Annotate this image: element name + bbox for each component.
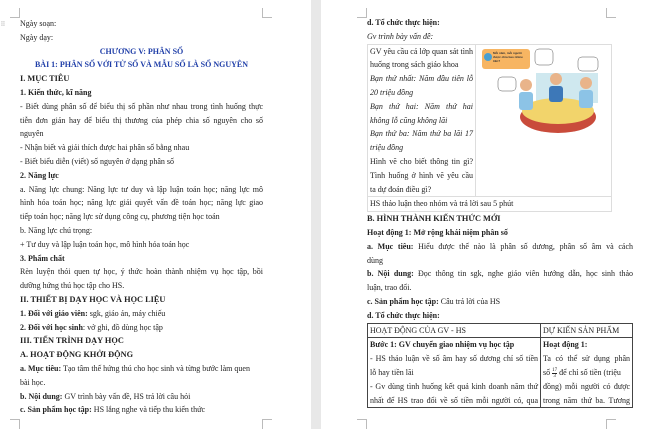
student-body: [579, 90, 593, 108]
text: : vở ghi, đồ dùng học tập: [82, 322, 163, 332]
activity-label: Hoạt động 1:: [543, 340, 588, 350]
section-heading: II. THIẾT BỊ DẠY HỌC VÀ HỌC LIỆU: [20, 294, 166, 304]
paragraph-line: [367, 295, 633, 309]
speech-bubble: [498, 77, 516, 91]
paragraph-line: luận, trao đổi.: [367, 283, 412, 293]
column-header: HOẠT ĐỘNG CỦA GV - HS: [368, 323, 541, 338]
page-2-text: [367, 16, 633, 408]
logo-icon: [484, 53, 492, 61]
paragraph-line: Rèn luyện thói quen tự học, ý thức hoàn thành nhiệm vụ học tập, bồi: [20, 267, 263, 277]
text: Câu trả lời của HS: [438, 296, 501, 306]
paragraph-line: [543, 366, 630, 380]
paragraph-line: [367, 267, 633, 281]
fraction: [552, 368, 557, 379]
paragraph-line: hình hóa toán học; năng lực giải quyết vấn đề toán học; năng lực giao: [20, 198, 263, 208]
classroom-illustration: [478, 45, 608, 140]
paragraph-line: - HS thảo luận về số âm hay số dương chỉ số tiền: [370, 354, 538, 364]
label: a. Mục tiêu:: [367, 241, 414, 251]
label: b. Nội dung:: [367, 269, 414, 279]
situation-table: [367, 44, 612, 213]
paragraph-line: Ta có thể sử dụng phân: [543, 354, 630, 364]
margin-corner: [262, 8, 272, 18]
label: b. Nội dung:: [20, 391, 63, 401]
paragraph-line: [20, 390, 263, 404]
student-body: [519, 92, 533, 110]
paragraph-line: - Biết dùng phân số để biểu thị số phần như nhau trong tình huống thực: [20, 101, 263, 111]
text: để chỉ số tiền (triệu: [559, 367, 621, 377]
date-prepared: Ngày soạn:: [20, 19, 57, 28]
expected-product-cell: [541, 338, 633, 408]
paragraph-line: triệu đồng: [370, 143, 404, 153]
table-footer: HS thảo luận theo nhóm và trả lời sau 5 phút: [368, 197, 612, 212]
chapter-title: CHƯƠNG V: PHÂN SỐ: [99, 46, 184, 56]
teacher-student-cell: [368, 338, 541, 408]
text: Đọc thông tin sgk, nghe giáo viên hướng dẫn, học sinh thảo: [413, 269, 633, 279]
label: 2. Đối với học sinh: [20, 322, 83, 332]
text: GV trình bày vấn đề, HS trả lời câu hỏi: [62, 391, 191, 401]
text: sgk, giáo án, máy chiếu: [87, 308, 166, 318]
paragraph-line: [20, 362, 263, 376]
page-gutter: [311, 0, 321, 429]
paragraph-line: huống trong sách giáo khoa: [370, 60, 459, 70]
text: Tạo tâm thế hứng thú cho học sinh và từng bước làm quen: [61, 363, 250, 373]
paragraph-line: trong năm thứ ba. Tương: [543, 395, 630, 405]
section-heading: I. MỤC TIÊU: [20, 74, 70, 84]
paragraph-line: [20, 321, 263, 335]
student-head: [550, 73, 562, 85]
margin-corner: [10, 419, 20, 429]
subsection-heading: d. Tổ chức thực hiện:: [367, 310, 440, 320]
step-heading: Bước 1: GV chuyển giao nhiệm vụ học tập: [370, 340, 515, 350]
text: số: [543, 367, 551, 377]
section-heading: B. HÌNH THÀNH KIẾN THỨC MỚI: [367, 214, 501, 224]
paragraph-line: Bạn thứ ba: Năm thứ ba lãi 17: [370, 129, 473, 139]
document-page-1: [0, 0, 311, 429]
paragraph-line: bài học.: [20, 377, 46, 387]
label: c. Sản phẩm học tập:: [20, 405, 92, 415]
activity-heading: Hoạt động 1: Mở rộng khái niệm phân số: [367, 227, 508, 237]
paragraph-line: Bạn thứ nhất: Năm đầu tiên lỗ: [370, 74, 473, 84]
activity-table: [367, 323, 633, 409]
date-taught: Ngày dạy:: [20, 32, 54, 42]
text: HS lắng nghe và tiếp thu kiến thức: [91, 405, 205, 415]
page-1-text: [20, 17, 263, 417]
subsection-heading: d. Tổ chức thực hiện:: [367, 18, 440, 27]
paragraph-line: 20 triệu đồng: [370, 87, 414, 97]
paragraph-line: Hình vẽ cho biết thông tin gì?: [370, 156, 473, 166]
paragraph-line: nguyên: [20, 129, 44, 139]
numerator: 17: [552, 367, 558, 373]
label: a. Mục tiêu:: [20, 363, 62, 373]
subsection-heading: 3. Phẩm chất: [20, 253, 65, 263]
drag-handle-icon[interactable]: ⁞⁞: [1, 20, 5, 28]
denominator: 3: [553, 373, 556, 379]
label: c. Sản phẩm học tập:: [367, 296, 439, 306]
margin-corner: [357, 8, 367, 18]
illustration-caption: Mỗi năm, mỗi người được chia bao nhiêu tiền?: [493, 50, 523, 63]
label: 1. Đối với giáo viên:: [20, 308, 88, 318]
paragraph-line: [20, 307, 263, 321]
paragraph-line: Gv trình bày vấn đề:: [367, 31, 434, 41]
speech-bubble: [578, 57, 598, 71]
paragraph-line: không lỗ cũng không lãi: [370, 115, 448, 125]
margin-corner: [262, 419, 272, 429]
paragraph-line: a. Năng lực chung: Năng lực tư duy và lập luận toán học; năng lực mô: [20, 184, 263, 194]
paragraph-line: nhất để HS trao đổi về số tiền mỗi người có, qua: [370, 395, 538, 405]
paragraph-line: dùng: [367, 255, 383, 265]
margin-corner: [606, 419, 616, 429]
margin-corner: [10, 8, 20, 18]
speech-bubble: [535, 49, 553, 65]
paragraph-line: dưỡng hứng thú học tập cho HS.: [20, 281, 125, 291]
caption-wrapper: [493, 51, 529, 67]
paragraph-line: lỗ hay tiền lãi: [370, 367, 414, 377]
margin-corner: [357, 419, 367, 429]
paragraph-line: tiếp toán học; năng lực sử dụng công cụ, phương tiện học toán: [20, 212, 220, 222]
section-heading: A. HOẠT ĐỘNG KHỞI ĐỘNG: [20, 350, 134, 360]
paragraph-line: - Biết biểu diễn (viết) số nguyên ở dạng phân số: [20, 156, 174, 166]
section-heading: III. TIẾN TRÌNH DẠY HỌC: [20, 336, 124, 346]
column-header: DỰ KIẾN SẢN PHẨM: [541, 323, 633, 338]
subsection-heading: 1. Kiến thức, kĩ năng: [20, 87, 92, 97]
situation-text-cell: [368, 44, 476, 197]
paragraph-line: - Nhận biết và giải thích được hai phân số bằng nhau: [20, 143, 190, 153]
paragraph-line: [20, 403, 263, 417]
paragraph-line: tiễn đơn giản hay để biểu thị thương của phép chia số nguyên cho số: [20, 115, 263, 125]
paragraph-line: đồng) mỗi người có được: [543, 381, 630, 391]
document-page-2: [321, 0, 650, 429]
illustration-cell: [476, 44, 612, 197]
paragraph-line: Tình huống ở hình vẽ yêu cầu: [370, 170, 473, 180]
student-head: [520, 79, 532, 91]
paragraph-line: - Gv dùng tình huống kết quả kinh doanh năm thứ: [370, 381, 538, 391]
subsection-heading: 2. Năng lực: [20, 170, 59, 180]
lesson-title: BÀI 1: PHÂN SỐ VỚI TỬ SỐ VÀ MẪU SỐ LÀ SỐ NGUYÊN: [34, 60, 249, 70]
paragraph-line: ta dự đoán điều gì?: [370, 184, 432, 194]
paragraph-line: b. Năng lực chú trọng:: [20, 225, 93, 235]
text: Hiểu được thế nào là phân số dương, phân số âm và cách: [413, 241, 633, 251]
paragraph-line: + Tư duy và lập luận toán học, mô hình hóa toán học: [20, 239, 190, 249]
paragraph-line: [367, 240, 633, 254]
paragraph-line: Bạn thứ hai: Năm thứ hai: [370, 101, 473, 111]
student-head: [580, 77, 592, 89]
student-body: [549, 86, 563, 102]
paragraph-line: GV yêu cầu cả lớp quan sát tình: [370, 46, 473, 56]
